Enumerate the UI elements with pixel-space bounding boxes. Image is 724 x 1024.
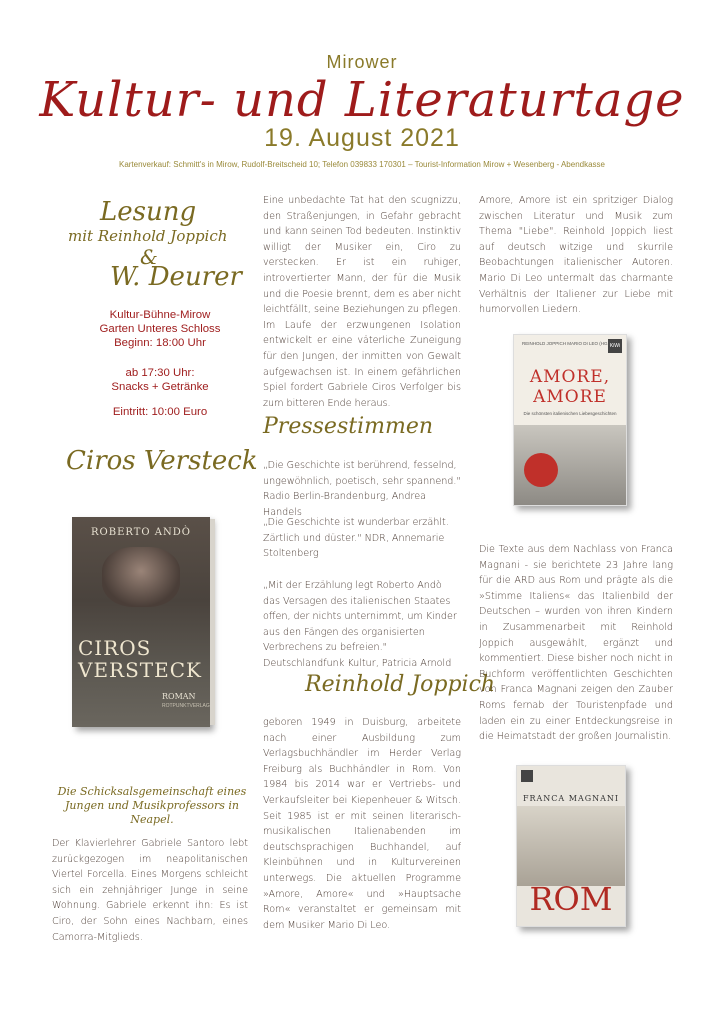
cover-genre: ROMAN [162, 692, 196, 701]
cover-title-line: CIROS [78, 636, 152, 660]
header-mirower: Mirower [326, 52, 398, 72]
amore-description: Amore, Amore ist ein spritziger Dialog zwischen Literatur und Musik zum Thema "Liebe". Reinhold Joppich liest auf deutsch witzige und skurrile Beobachtungen italienischer Autoren. Mario Di Leo untermalt das charmante Verhältnis der Italiener zur Liebe mit humorvollen Liedern. [479, 195, 673, 316]
ciros-description-continued: Eine unbedachte Tat hat den scugnizzu, den Straßenjungen, in Gefahr gebracht und kann seinen Tod bedeuten. Instinktiv willigt der Musiker ein, Ciro zu verstecken. Er ist ein ruhiger, introvertierter Mann, der für die Musik und die Poesie brennt, dem es aber nicht leichtfällt, seine Beziehungen zu pflegen. Im Laufe der erzwungenen Isolation entwickelt er eine väterliche Zuneigung für den Jungen, der inmitten von Gewalt aufgewachsen ist. In einem gefährlichen Spiel fordert Gabriele Ciros Verfolger bis zum bitteren Ende heraus. [263, 195, 461, 409]
publisher-logo: KiWi [608, 339, 622, 353]
cover-title-line: VERSTECK [78, 658, 202, 682]
lesung-with: mit Reinhold Joppich [68, 227, 228, 245]
ampersand: & [140, 245, 158, 269]
rom-book-cover [516, 765, 626, 927]
cover-author: FRANCA MAGNANI [522, 794, 620, 803]
ciros-heading: Ciros Versteck [66, 446, 258, 476]
cover-subtitle: Die schönsten italienischen Liebesgeschichten [523, 411, 617, 416]
cover-title-line: AMORE, [529, 367, 611, 387]
author-bio: geboren 1949 in Duisburg, arbeitete nach einer Ausbildung zum Verlagsbuchhändler im Herder Verlag Freiburg als Buchhändler in Rom. Von 1984 bis 2014 war er Vertriebs- und Verkaufsleiter bei Kiepenheuer & Witsch. Seit 1985 ist er mit seinen literarisch-musikalischen Italienabenden im deutschsprachigen Buchhandel, auf Kleinbühnen und in Kulturvereinen unterwegs. Die aktuellen Programme »Amore, Amore« und »Hauptsache Rom« veranstaltet er gemeinsam mit dem Musiker Mario Di Leo. [263, 717, 461, 931]
venue-line: Beginn: 18:00 Uhr [114, 337, 206, 349]
press-heading: Pressestimmen [263, 414, 434, 439]
snacks-line: ab 17:30 Uhr: [125, 367, 195, 379]
cover-photo [102, 547, 180, 607]
amore-book-cover [513, 334, 627, 506]
page-title: Kultur- und Literaturtage [39, 72, 685, 128]
press-quote: „Die Geschichte ist wunderbar erzählt. Zärtlich und düster." NDR, Annemarie Stoltenberg [263, 517, 449, 560]
partner-name: W. Deurer [110, 262, 242, 292]
author-heading: Reinhold Joppich [305, 672, 496, 697]
cover-title: ROM [529, 880, 613, 918]
snacks-line: Snacks + Getränke [111, 381, 209, 393]
cover-publisher: ROTPUNKTVERLAG [162, 703, 210, 709]
publisher-logo [521, 770, 533, 782]
event-date: 19. August 2021 [264, 124, 460, 152]
lesung-heading: Lesung [100, 197, 197, 227]
ciros-book-cover [72, 517, 210, 727]
cover-photo [517, 806, 625, 886]
cover-title [78, 637, 202, 681]
cover-badge [524, 453, 558, 487]
book-spine [210, 519, 215, 725]
cover-author: ROBERTO ANDÒ [91, 527, 191, 538]
cover-title-line: AMORE [533, 387, 607, 407]
press-quote: „Mit der Erzählung legt Roberto Andò das Versagen des italienischen Staates offen, der nichts unternimmt, um Kinder aus den Fängen des organisierten Verbrechens zu befreien." Deutschlandfunk Kultur, Patricia Arnold [263, 580, 457, 669]
ciros-subtitle: Die Schicksalsgemeinschaft eines Jungen und Musikprofessors in Neapel. [57, 785, 247, 826]
rom-description: Die Texte aus dem Nachlass von Franca Magnani - sie berichtete 23 Jahre lang für die ARD aus Rom und prägte als die »Stimme Italiens« das Italienbild der Deutschen – wurden von ihren Kindern in Zusammenarbeit mit Reinhold Joppich ausgewählt, ergänzt und kommentiert. Diese bisher noch nicht in Buchform veröffentlichten Geschichten von Franca Magnani zeigen den Zauber Roms fernab der Touristenpfade und laden ein zu einer Entdeckungsreise in die Heimatstadt der großen Journalistin. [479, 544, 673, 743]
cover-title [514, 367, 626, 407]
ciros-description: Der Klavierlehrer Gabriele Santoro lebt zurückgezogen im neapolitanischen Viertel Forcella. Eines Morgens schleicht sich ein zehnjähriger Junge in seine Wohnung. Gabriele erkennt ihn: Es ist Ciro, der Sohn eines Nachbarn, eines Camorra-Mitglieds. [52, 838, 248, 943]
venue-line: Garten Unteres Schloss [99, 323, 221, 335]
venue-line: Kultur-Bühne-Mirow [109, 309, 211, 321]
entry-price: Eintritt: 10:00 Euro [112, 406, 208, 418]
ticket-info: Kartenverkauf: Schmitt's in Mirow, Rudolf-Breitscheid 10; Telefon 039833 170301 – Tourist-Information Mirow + Wesenberg - Abendkasse [118, 160, 605, 169]
press-quote: „Die Geschichte ist berührend, fesselnd, ungewöhnlich, poetisch, sehr spannend." Radio Berlin-Brandenburg, Andrea Handels [263, 460, 461, 518]
cover-editors: REINHOLD JOPPICH MARIO DI LEO (HG.) [522, 341, 611, 346]
